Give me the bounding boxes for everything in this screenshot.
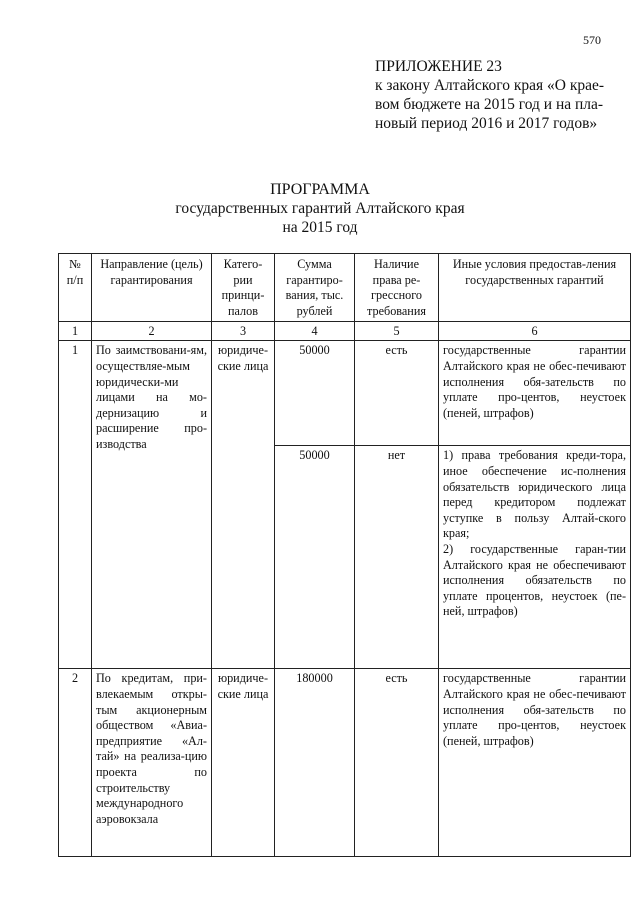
- appendix-heading: [375, 57, 604, 133]
- header-regress: Наличие права ре-грессного требования: [355, 254, 439, 322]
- row-sum: 50000: [275, 341, 355, 446]
- appendix-label: ПРИЛОЖЕНИЕ 23: [375, 58, 502, 75]
- column-number: 3: [212, 322, 275, 341]
- column-number: 2: [92, 322, 212, 341]
- row-regress: нет: [355, 446, 439, 669]
- appendix-law-line: к закону Алтайского края «О крае-: [375, 77, 605, 94]
- header-conditions: Иные условия предостав-ления государственных гарантий: [439, 254, 631, 322]
- row-conditions: государственные гарантии Алтайского края не обес-печивают исполнения обя-зательств по уплате про-центов, неустоек (пеней, штрафов): [439, 669, 631, 857]
- row-category: юридиче-ские лица: [212, 341, 275, 669]
- subtitle-year: на 2015 год: [282, 219, 358, 236]
- row-regress: есть: [355, 669, 439, 857]
- appendix-law-line: вом бюджете на 2015 год и на пла-: [375, 96, 604, 113]
- row-direction: По заимствовани-ям, осуществляе-мым юридически-ми лицами на мо-дернизацию и расширение про-изводства: [92, 341, 212, 669]
- header-direction: Направление (цель) гарантирования: [92, 254, 212, 322]
- table-row: [59, 341, 631, 446]
- column-number: 5: [355, 322, 439, 341]
- row-conditions: [439, 446, 631, 669]
- row-category: юридиче-ские лица: [212, 669, 275, 857]
- subtitle-line: государственных гарантий Алтайского края: [175, 200, 465, 217]
- column-number-row: [59, 322, 631, 341]
- column-number: 6: [439, 322, 631, 341]
- table-row: [59, 669, 631, 857]
- row-number: 2: [59, 669, 92, 857]
- appendix-law-line: новый период 2016 и 2017 годов»: [375, 115, 598, 132]
- row-regress: есть: [355, 341, 439, 446]
- row-conditions: государственные гарантии Алтайского края не обес-печивают исполнения обя-зательств по уплате про-центов, неустоек (пеней, штрафов): [439, 341, 631, 446]
- column-number: 4: [275, 322, 355, 341]
- column-number: 1: [59, 322, 92, 341]
- condition-item: 2) государственные гаран-тии Алтайского края не обеспечивают исполнения обязательств по уплате процентов, неустоек (пе-ней, штрафов): [443, 541, 626, 619]
- condition-item: 1) права требования креди-тора, иное обеспечение ис-полнения обязательств юридического лица перед кредитором подлежат уступке в пользу Алтай-ского края;: [443, 448, 626, 541]
- guarantees-table: [58, 253, 631, 857]
- title-line: ПРОГРАММА: [270, 181, 370, 198]
- header-number: № п/п: [59, 254, 92, 322]
- document-title: [0, 180, 640, 237]
- header-sum: Сумма гарантиро-вания, тыс. рублей: [275, 254, 355, 322]
- row-number: 1: [59, 341, 92, 669]
- header-category: Катего-рии принци-палов: [212, 254, 275, 322]
- table-header-row: [59, 254, 631, 322]
- row-sum: 180000: [275, 669, 355, 857]
- row-direction: По кредитам, при-влекаемым откры-тым акционерным обществом «Авиа-предприятие «Ал-тай» на реализа-цию проекта по строительству международного аэровокзала: [92, 669, 212, 857]
- page-number: 570: [583, 33, 601, 47]
- row-sum: 50000: [275, 446, 355, 669]
